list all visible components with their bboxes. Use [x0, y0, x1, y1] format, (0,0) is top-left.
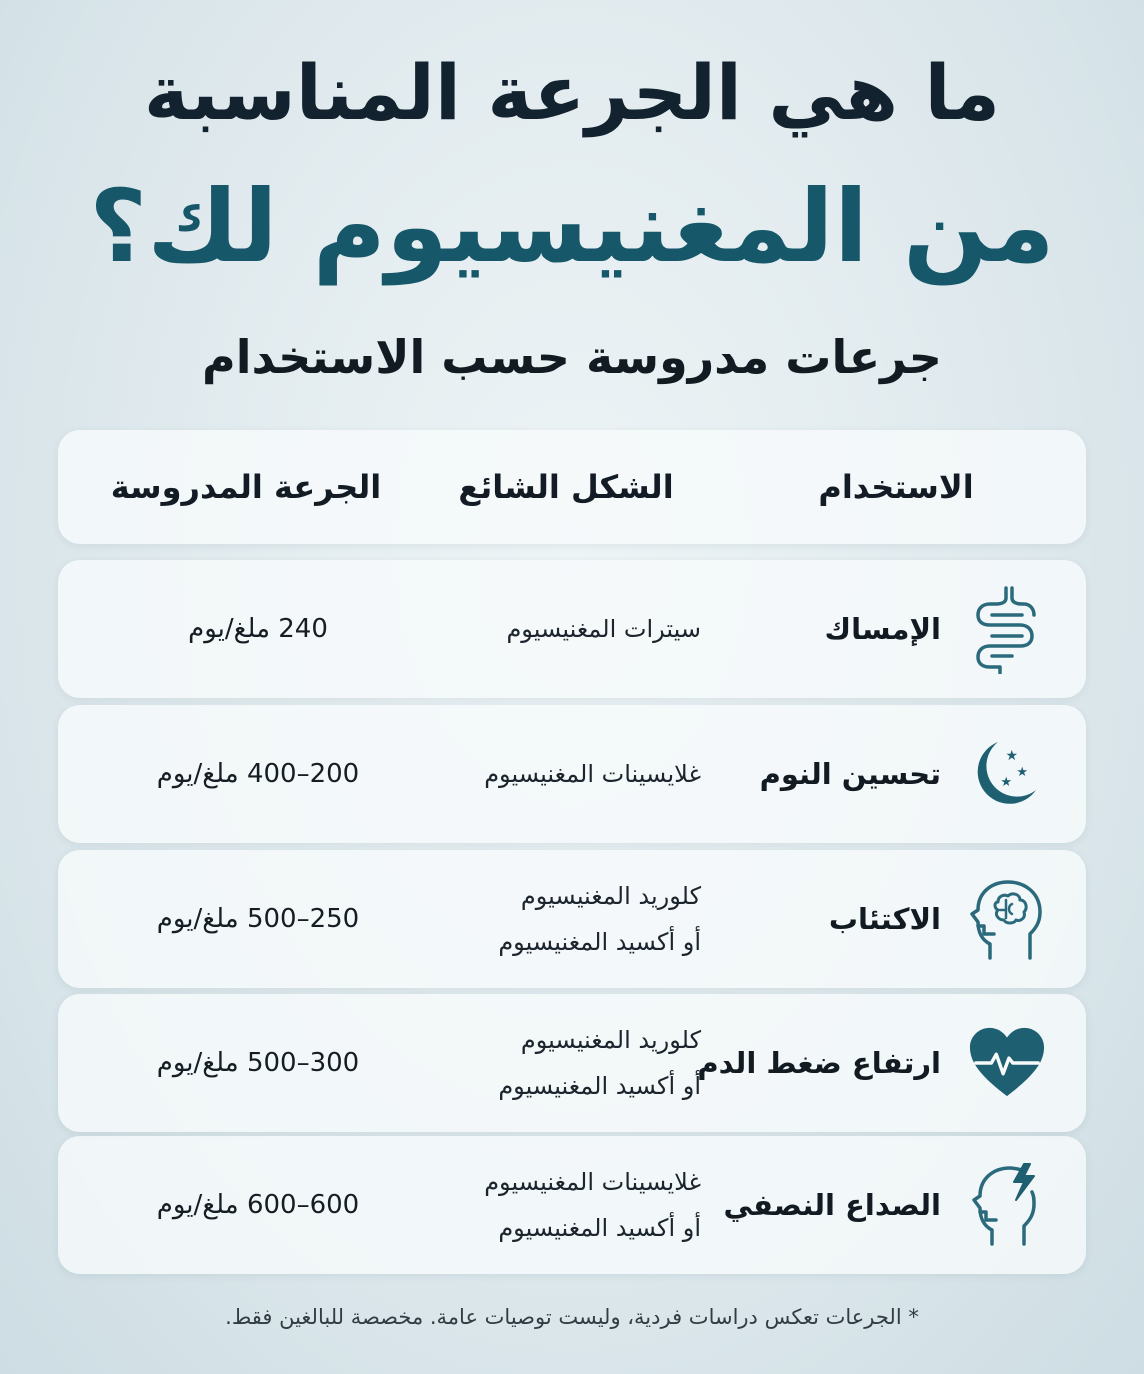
form-line-2: أو أكسيد المغنيسيوم: [498, 1214, 701, 1242]
intestine-icon: [968, 584, 1046, 674]
moon-stars-icon: [968, 729, 1046, 819]
dose-cell: 250–500 ملغ/يوم: [156, 904, 360, 934]
dose-cell: 200–400 ملغ/يوم: [156, 759, 360, 789]
footnote: * الجرعات تعكس دراسات فردية، وليست توصيات عامة. مخصصة للبالغين فقط.: [225, 1305, 919, 1329]
form-line-1: كلوريد المغنيسيوم: [520, 882, 701, 910]
use-label: ارتفاع ضغط الدم: [697, 1046, 941, 1080]
form-cell: [498, 994, 701, 1132]
header-use: الاستخدام: [818, 468, 974, 506]
svg-text:★: ★: [1016, 765, 1028, 780]
table-row: [58, 1136, 1086, 1274]
form-cell: [506, 560, 701, 698]
form-line-1: كلوريد المغنيسيوم: [520, 1026, 701, 1054]
form-cell: [498, 850, 701, 988]
heart-pulse-icon: [968, 1018, 1046, 1108]
form-cell: [484, 1136, 701, 1274]
head-brain-icon: [968, 874, 1046, 964]
form-line-1: سيترات المغنيسيوم: [506, 615, 701, 643]
title-line-1: ما هي الجرعة المناسبة: [143, 48, 1001, 137]
form-line-2: أو أكسيد المغنيسيوم: [498, 1072, 701, 1100]
table-row: [58, 560, 1086, 698]
table-row: [58, 705, 1086, 843]
svg-text:★: ★: [1000, 775, 1012, 790]
dose-cell: 300–500 ملغ/يوم: [156, 1048, 360, 1078]
svg-text:★: ★: [1005, 748, 1018, 764]
title-line-2: من المغنيسيوم لك؟: [89, 168, 1055, 285]
form-line-1: غلايسينات المغنيسيوم: [484, 1168, 701, 1196]
use-label: الصداع النصفي: [723, 1188, 941, 1222]
header-dose: الجرعة المدروسة: [110, 468, 382, 506]
use-label: تحسين النوم: [759, 757, 941, 791]
table-row: [58, 994, 1086, 1132]
table-header: [58, 430, 1086, 544]
dose-cell: 240 ملغ/يوم: [188, 614, 328, 644]
form-line-2: أو أكسيد المغنيسيوم: [498, 928, 701, 956]
subtitle: جرعات مدروسة حسب الاستخدام: [202, 330, 942, 384]
header-form: الشكل الشائع: [458, 468, 674, 506]
form-cell: [484, 705, 701, 843]
use-label: الاكتئاب: [828, 902, 941, 936]
form-line-1: غلايسينات المغنيسيوم: [484, 760, 701, 788]
table-row: [58, 850, 1086, 988]
use-label: الإمساك: [824, 612, 941, 646]
dose-cell: 600–600 ملغ/يوم: [156, 1190, 360, 1220]
head-lightning-icon: [968, 1160, 1046, 1250]
